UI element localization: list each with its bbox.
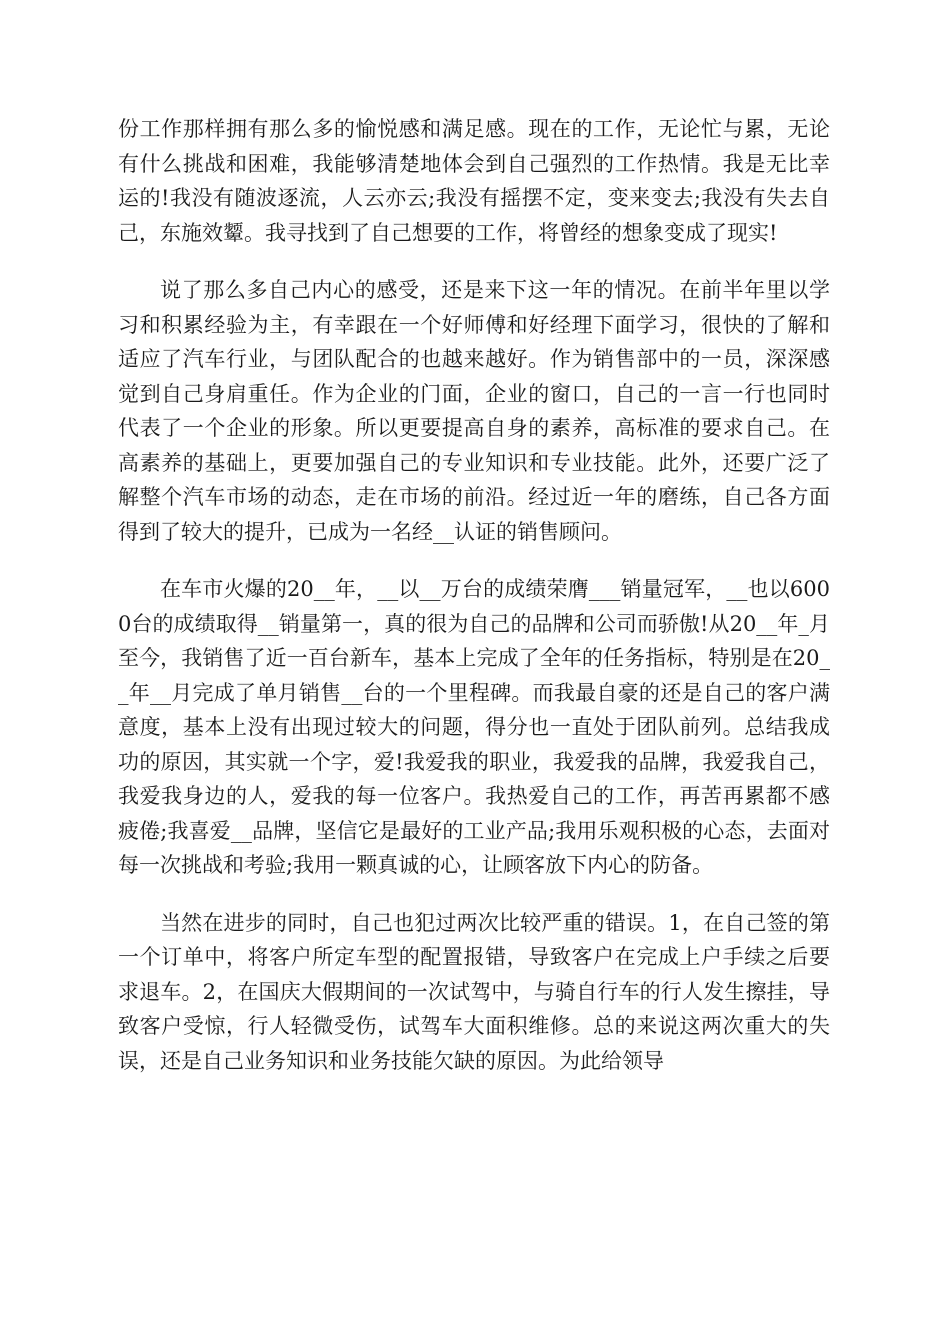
paragraph-1: 份工作那样拥有那么多的愉悦感和满足感。现在的工作，无论忙与累，无论有什么挑战和困难，我能够清楚地体会到自己强烈的工作热情。我是无比幸运的!我没有随波逐流，人云亦云;我没有摇摆不定，变来变去;我没有失去自己，东施效颦。我寻找到了自己想要的工作，将曾经的想象变成了现实! [118,117,830,245]
paragraph-2: 说了那么多自己内心的感受，还是来下这一年的情况。在前半年里以学习和积累经验为主，有幸跟在一个好师傅和好经理下面学习，很快的了解和适应了汽车行业，与团队配合的也越来越好。作为销售部中的一员，深深感觉到自己身肩重任。作为企业的门面，企业的窗口，自己的一言一行也同时代表了一个企业的形象。所以更要提高自身的素养，高标准的要求自己。在高素养的基础上，更要加强自己的专业知识和专业技能。此外，还要广泛了解整个汽车市场的动态，走在市场的前沿。经过近一年的磨练，自己各方面得到了较大的提升，已成为一名经__认证的销售顾问。 [118,278,830,544]
document-body [118,112,830,1101]
paragraph-3: 在车市火爆的20__年，__以__万台的成绩荣膺___销量冠军，__也以6000台的成绩取得__销量第一，真的很为自己的品牌和公司而骄傲!从20__年_月至今，我销售了近一百台新车，基本上完成了全年的任务指标，特别是在20__年__月完成了单月销售__台的一个里程碑。而我最自豪的还是自己的客户满意度，基本上没有出现过较大的问题，得分也一直处于团队前列。总结我成功的原因，其实就一个字，爱!我爱我的职业，我爱我的品牌，我爱我自己，我爱我身边的人，爱我的每一位客户。我热爱自己的工作，再苦再累都不感疲倦;我喜爱__品牌，坚信它是最好的工业产品;我用乐观积极的心态，去面对每一次挑战和考验;我用一颗真诚的心，让顾客放下内心的防备。 [118,577,830,877]
paragraph-4: 当然在进步的同时，自己也犯过两次比较严重的错误。1，在自己签的第一个订单中，将客户所定车型的配置报错，导致客户在完成上户手续之后要求退车。2，在国庆大假期间的一次试驾中，与骑自行车的行人发生擦挂，导致客户受惊，行人轻微受伤，试驾车大面积维修。总的来说这两次重大的失误，还是自己业务知识和业务技能欠缺的原因。为此给领导 [118,910,830,1073]
